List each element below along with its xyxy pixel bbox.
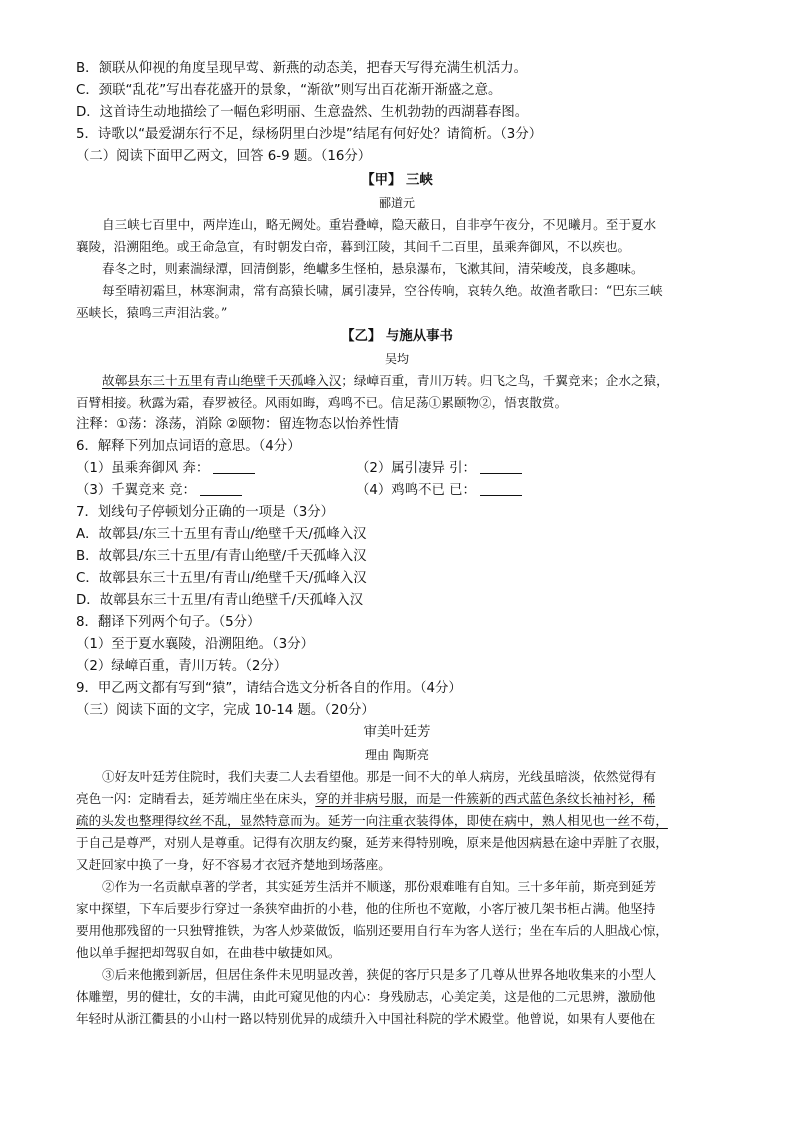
q7-option-c[interactable]: C．故鄣县东三十五里/有青山/绝壁千天/孤峰入汉 (76, 571, 367, 586)
yi-underlined-sentence: 故鄣县东三十五里有青山绝壁千天孤峰入汉 (102, 373, 342, 388)
q6-item-1: （1）虽乘奔御风 奔： (76, 461, 210, 476)
yi-para-1a-rest: ；绿嶂百重，青川万转。归飞之鸟，千翼竞来；企水之猿， (341, 373, 669, 388)
article-p1-line-2-text: 亮色一闪：定睛看去，延芳端庄坐在床头， (76, 791, 316, 806)
q7-option-d[interactable]: D．故鄣县东三十五里/有青山绝壁千/天孤峰入汉 (76, 593, 364, 608)
article-p2-line-4: 他以单手握把却驾驭自如，在曲巷中敏捷如风。 (76, 945, 341, 960)
question-6-stem: 6．解释下列加点词语的意思。（4分） (76, 439, 301, 454)
section-3-heading: （三）阅读下面的文字，完成 10-14 题。（20分） (76, 703, 375, 718)
jia-para-1a: 自三峡七百里中，两岸连山，略无阙处。重岩叠嶂，隐天蔽日，自非亭午夜分，不见曦月。至于夏水 (102, 217, 657, 232)
q4-option-c: C．颈联“乱花”写出春花盛开的景象，“渐欲”则写出百花渐开渐盛之意。 (76, 83, 502, 98)
article-p1-line-3-text: 疏的头发也整理得纹丝不乱，显然特意而为。延芳一向注重衣装得体，即使在病中，熟人相见也一丝不苟， (76, 813, 668, 828)
yi-title: 【乙】 与施从事书 (341, 329, 453, 344)
jia-author: 郦道元 (378, 196, 415, 210)
q6-item-3: （3）千翼竞来 竞： (76, 483, 196, 498)
question-6-row-1 (76, 458, 726, 480)
question-9: 9．甲乙两文都有写到“猿”，请结合选文分析各自的作用。（4分） (76, 681, 462, 696)
q6-blank-4[interactable] (480, 481, 522, 496)
q7-option-b[interactable]: B．故鄣县/东三十五里/有青山绝壁/千天孤峰入汉 (76, 549, 367, 564)
jia-title: 【甲】 三峡 (361, 173, 433, 188)
q7-option-a[interactable]: A．故鄣县/东三十五里有青山/绝壁千天/孤峰入汉 (76, 527, 367, 542)
article-p3-line-3: 年轻时从浙江衢县的小山村一路以特别优异的成绩升入中国社科院的学术殿堂。他曾说，如果有人要他在 (76, 1011, 656, 1026)
jia-para-3a: 每至晴初霜旦，林寒涧肃，常有高猿长啸，属引凄异，空谷传响，哀转久绝。故渔者歌曰：“巴东三峡 (102, 283, 663, 298)
section-2-heading: （二）阅读下面甲乙两文，回答 6-9 题。（16分） (76, 149, 372, 164)
article-p2-line-3: 要用他那残留的一只独臂推铁，为客人炒菜做饭，临别还要用自行车为客人送行；坐在车后的人胆战心惊， (76, 923, 668, 938)
q6-blank-2[interactable] (480, 459, 522, 474)
q4-option-b: B．颔联从仰视的角度呈现早莺、新燕的动态美，把春天写得充满生机活力。 (76, 61, 528, 76)
article-p1-line-2 (76, 788, 726, 810)
article-author: 理由 陶斯亮 (365, 748, 429, 762)
article-p1-line-5: 又赶回家中换了一身，好不容易才衣冠齐楚地到场落座。 (76, 857, 391, 872)
article-p3-line-1: ③后来他搬到新居，但居住条件未见明显改善，狭促的客厅只是多了几尊从世界各地收集来的小型人 (102, 967, 657, 982)
jia-para-1b: 襄陵，沿溯阻绝。或王命急宣，有时朝发白帝，暮到江陵，其间千二百里，虽乘奔御风，不以疾也。 (76, 239, 631, 254)
article-p1-line-1: ①好友叶廷芳住院时，我们夫妻二人去看望他。那是一间不大的单人病房，光线虽暗淡，依然觉得有 (102, 769, 657, 784)
yi-author: 吴均 (384, 352, 409, 366)
question-6-row-2 (76, 480, 726, 502)
question-5: 5．诗歌以“最爱湖东行不足，绿杨阴里白沙堤”结尾有何好处？请简析。（3分） (76, 127, 543, 142)
q8-item-1: （1）至于夏水襄陵，沿溯阻绝。（3分） (76, 637, 314, 652)
question-7-stem: 7．划线句子停顿划分正确的一项是（3分） (76, 505, 335, 520)
q6-item-4: （4）鸡鸣不已 已： (356, 483, 476, 498)
jia-para-2: 春冬之时，则素湍绿潭，回清倒影，绝巘多生怪柏，悬泉瀑布，飞漱其间，清荣峻茂，良多趣味。 (102, 261, 644, 276)
jia-para-3b: 巫峡长，猿鸣三声泪沾裳。” (76, 305, 228, 320)
question-8-stem: 8．翻译下列两个句子。（5分） (76, 615, 261, 630)
yi-note: 注释：①荡：涤荡，消除 ②颐物：留连物态以怡养性情 (76, 417, 399, 432)
q8-item-2: （2）绿嶂百重，青川万转。（2分） (76, 659, 288, 674)
q6-blank-1[interactable] (213, 459, 255, 474)
article-title: 审美叶廷芳 (363, 725, 431, 740)
article-p1-line-4: 于自己是尊严，对别人是尊重。记得有次朋友约聚，延芳来得特别晚，原来是他因病悬在途中弄脏了衣服， (76, 835, 668, 850)
q6-item-2: （2）属引凄异 引： (356, 461, 476, 476)
q4-option-d: D．这首诗生动地描绘了一幅色彩明丽、生意盎然、生机勃勃的西湖暮春图。 (76, 105, 529, 120)
q6-blank-3[interactable] (200, 481, 242, 496)
article-p2-line-1: ②作为一名贡献卓著的学者，其实延芳生活并不顺遂，那份艰难唯有自知。三十多年前，斯亮到延芳 (102, 879, 657, 894)
article-p1-line-3 (76, 810, 726, 832)
article-p2-line-2: 家中探望，下车后要步行穿过一条狭窄曲折的小巷，他的住所也不宽敞，小客厅被几架书柜占满。他坚持 (76, 901, 656, 916)
article-underlined-sentence: 穿的并非病号服，而是一件簇新的西式蓝色条纹长袖衬衫，稀 (315, 791, 656, 806)
article-p3-line-2: 体雕塑，男的健壮，女的丰满，由此可窥见他的内心：身残励志，心美定美，这是他的二元思辨，激励他 (76, 989, 656, 1004)
yi-para-1a (102, 370, 726, 392)
yi-para-1b: 百臂相接。秋露为霜，春罗被径。风雨如晦，鸡鸣不已。信足荡①累颐物②，悟衷散赏。 (76, 395, 568, 410)
